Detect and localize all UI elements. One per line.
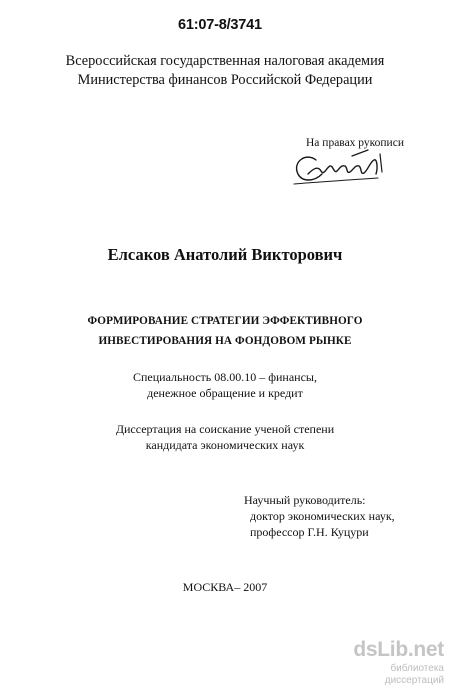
- specialty-block: [0, 369, 450, 401]
- supervisor-line-1: Научный руководитель:: [244, 493, 366, 507]
- supervisor-line-3: профессор Г.Н. Куцури: [250, 525, 369, 539]
- archive-stamp: 61:07-8/3741: [178, 17, 262, 33]
- title-line-2: ИНВЕСТИРОВАНИЯ НА ФОНДОВОМ РЫНКЕ: [98, 335, 352, 347]
- rights-note: На правах рукописи: [306, 137, 404, 149]
- institution-header: [0, 52, 450, 90]
- supervisor-block: [244, 492, 395, 540]
- thesis-title: [0, 311, 450, 351]
- site-watermark: [348, 638, 444, 687]
- handwritten-signature: [288, 138, 398, 194]
- institution-line-2: Министерства финансов Российской Федерации: [77, 72, 373, 88]
- watermark-brand: dsLib.net: [353, 638, 444, 661]
- institution-line-1: Всероссийская государственная налоговая академия: [65, 53, 385, 69]
- supervisor-line-2: доктор экономических наук,: [250, 509, 395, 523]
- city-year: МОСКВА– 2007: [182, 580, 268, 594]
- degree-line-2: кандидата экономических наук: [145, 438, 305, 452]
- author-name: Елсаков Анатолий Викторович: [107, 245, 343, 264]
- specialty-line-1: Специальность 08.00.10 – финансы,: [132, 370, 317, 384]
- degree-line-1: Диссертация на соискание ученой степени: [115, 422, 335, 436]
- degree-block: [0, 421, 450, 453]
- title-line-1: ФОРМИРОВАНИЕ СТРАТЕГИИ ЭФФЕКТИВНОГО: [87, 315, 363, 327]
- watermark-subtitle: библиотека диссертаций: [384, 663, 444, 686]
- specialty-line-2: денежное обращение и кредит: [147, 386, 303, 400]
